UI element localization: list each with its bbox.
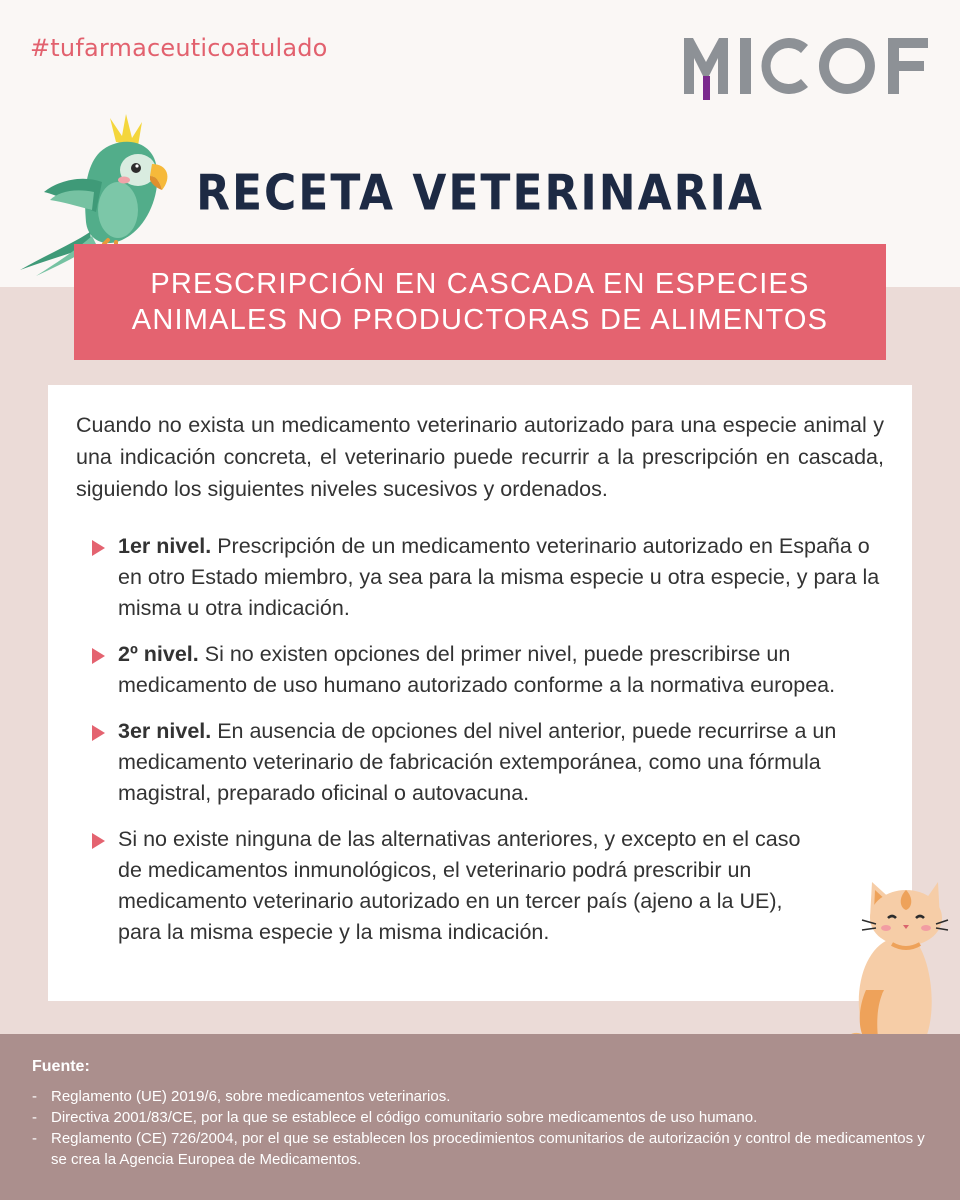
subtitle-banner	[74, 244, 886, 360]
hashtag: #tufarmaceuticoatulado	[30, 34, 328, 62]
dash-marker: -	[32, 1130, 37, 1147]
logo-letter-f	[888, 38, 928, 94]
level-text: En ausencia de opciones del nivel anterior, puede recurrirse a un medicamento veterinario de fabricación extemporánea, como una fórmula magistral, preparado oficinal o autovacuna.	[118, 719, 837, 805]
micof-logo	[684, 38, 930, 100]
level-text: Si no existe ninguna de las alternativas anteriores, y excepto en el caso de medicamentos inmunológicos, el veterinario podrá prescribir un medicamento veterinario autorizado en un tercer país (ajeno a la UE), para la misma especie y la misma indicación.	[118, 827, 801, 944]
source-text: Directiva 2001/83/CE, por la que se establece el código comunitario sobre medicamentos de uso humano.	[51, 1109, 758, 1126]
sources-title: Fuente:	[32, 1058, 90, 1075]
level-label: 2º nivel.	[118, 642, 199, 666]
sources-list	[32, 1086, 936, 1170]
subtitle-line-2: ANIMALES NO PRODUCTORAS DE ALIMENTOS	[131, 304, 829, 336]
level-label: 1er nivel.	[118, 534, 212, 558]
level-label: 3er nivel.	[118, 719, 212, 743]
triangle-bullet-icon	[92, 540, 105, 556]
triangle-bullet-icon	[92, 648, 105, 664]
logo-letter-c	[761, 38, 808, 94]
list-item	[32, 1107, 936, 1128]
dash-marker: -	[32, 1088, 37, 1105]
level-text: Prescripción de un medicamento veterinario autorizado en España o en otro Estado miembro, ya sea para la misma especie u otra especie, y para la misma u otra indicación.	[118, 534, 880, 620]
source-text: Reglamento (CE) 726/2004, por el que se establecen los procedimientos comunitarios de autorización y control de medicamentos y se crea la Agencia Europea de Medicamentos.	[51, 1130, 925, 1168]
subtitle-line-1: PRESCRIPCIÓN EN CASCADA EN ESPECIES	[150, 268, 810, 300]
list-item	[92, 639, 882, 701]
logo-letter-i	[740, 38, 751, 94]
source-text: Reglamento (UE) 2019/6, sobre medicamentos veterinarios.	[51, 1088, 451, 1105]
triangle-bullet-icon	[92, 833, 105, 849]
triangle-bullet-icon	[92, 725, 105, 741]
list-item	[92, 716, 882, 809]
list-item	[32, 1128, 936, 1170]
page-title: RECETA VETERINARIA	[196, 164, 764, 223]
levels-list	[92, 531, 882, 948]
dash-marker: -	[32, 1109, 37, 1126]
list-item	[92, 531, 882, 624]
logo-accent-mark	[703, 76, 710, 100]
list-item	[32, 1086, 936, 1107]
intro-paragraph: Cuando no exista un medicamento veterinario autorizado para una especie animal y una indicación concreta, el veterinario puede recurrir a la prescripción en cascada, siguiendo los siguientes niveles sucesivos y ordenados.	[76, 413, 884, 501]
logo-letter-o	[819, 38, 875, 94]
level-text: Si no existen opciones del primer nivel, puede prescribirse un medicamento de uso humano autorizado conforme a la normativa europea.	[118, 642, 836, 697]
list-item	[92, 824, 882, 948]
content-card	[48, 385, 912, 1001]
sources-footer	[0, 1034, 960, 1200]
